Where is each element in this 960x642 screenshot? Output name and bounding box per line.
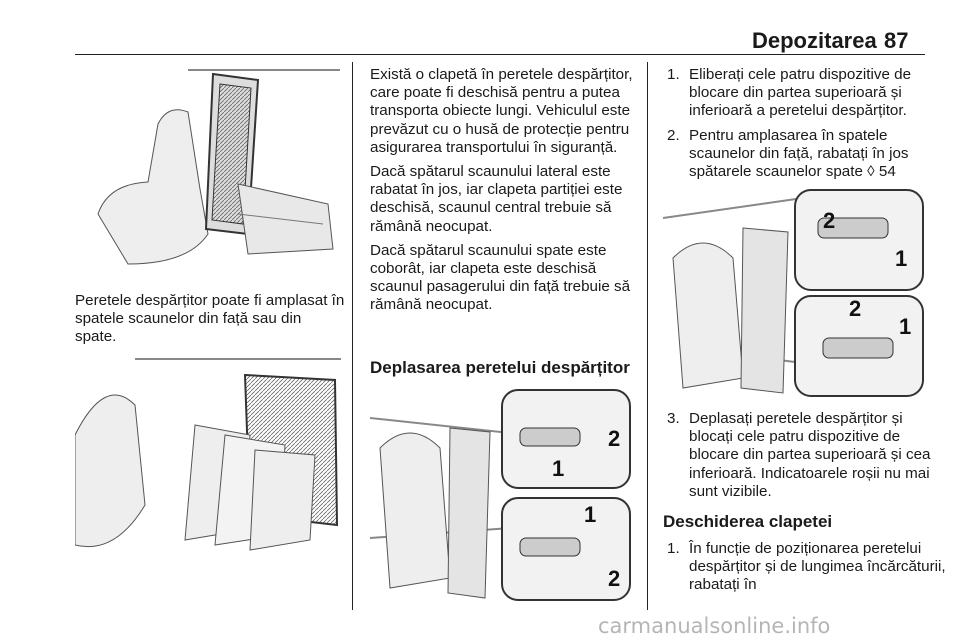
page-title: Depozitarea bbox=[752, 28, 877, 53]
section-heading-move-partition: Deplasarea peretelui despărțitor bbox=[370, 358, 630, 377]
step-2-number: 2. bbox=[667, 127, 680, 144]
step-3-number: 3. bbox=[667, 410, 680, 427]
paragraph-rear-seat: Dacă spătarul scaunului spate este coborât, iar clapeta este deschisă scaunul pasagerului din față trebuie să rămână neocupat. bbox=[370, 241, 631, 314]
section-heading-open-flap: Deschiderea clapetei bbox=[663, 512, 833, 531]
callout-1-right-lower: 1 bbox=[899, 314, 912, 339]
callout-1: 1 bbox=[552, 456, 565, 481]
step-3-text: Deplasați peretele despărțitor și blocați cele patru dispozitive de blocare din partea superioară și cea inferioară. Indicatoarele roșii nu mai sunt vizibile. bbox=[689, 410, 931, 500]
step-b1-text: În funcție de poziționarea peretelui despărțitor și de lungimea încărcăturii, rabatați în bbox=[689, 540, 946, 594]
step-1 bbox=[667, 66, 947, 121]
page-number: 87 bbox=[884, 28, 909, 53]
watermark-footer: carmanualsonline.info bbox=[598, 614, 831, 638]
step-2-text: Pentru amplasarea în spatele scaunelor din față, rabatați în jos spătarele scaunelor spate ◊ 54 bbox=[689, 127, 909, 181]
intro-text bbox=[370, 66, 638, 315]
figure-partition-behind-front-seats bbox=[88, 64, 340, 280]
step-b1 bbox=[667, 540, 947, 595]
column-divider-left bbox=[352, 62, 353, 610]
callout-2: 2 bbox=[608, 426, 621, 451]
step-1-text: Eliberați cele patru dispozitive de blocare din partea superioară și inferioară a peretelui despărțitor. bbox=[689, 66, 912, 120]
callout-1-lower: 1 bbox=[584, 502, 597, 527]
header-divider bbox=[75, 54, 925, 55]
step-2 bbox=[667, 127, 947, 182]
figure-locking-devices-right bbox=[663, 188, 925, 398]
figure-locking-devices-middle bbox=[370, 388, 632, 603]
callout-2-right: 2 bbox=[823, 208, 836, 233]
step-b1-number: 1. bbox=[667, 540, 680, 557]
figure-caption: Peretele despărțitor poate fi amplasat în spatele scaunelor din față sau din spate. bbox=[75, 292, 345, 346]
step-1-number: 1. bbox=[667, 66, 680, 83]
column-divider-right bbox=[647, 62, 648, 610]
step-3 bbox=[667, 410, 947, 501]
figure-partition-behind-rear-seats bbox=[75, 355, 341, 567]
paragraph-side-seat: Dacă spătarul scaunului lateral este rabatat în jos, iar clapeta partiției este deschisă, scaunul central trebuie să rămână neocupat. bbox=[370, 163, 623, 235]
callout-2-lower: 2 bbox=[608, 566, 621, 591]
callout-1-right: 1 bbox=[895, 246, 908, 271]
paragraph-flap: Există o clapetă în peretele despărțitor, care poate fi deschisă pentru a putea transporta obiecte lungi. Vehiculul este prevăzut cu o husă de protecție pentru asigurarea transportului în siguranță. bbox=[370, 66, 633, 156]
callout-2-right-lower: 2 bbox=[849, 296, 862, 321]
